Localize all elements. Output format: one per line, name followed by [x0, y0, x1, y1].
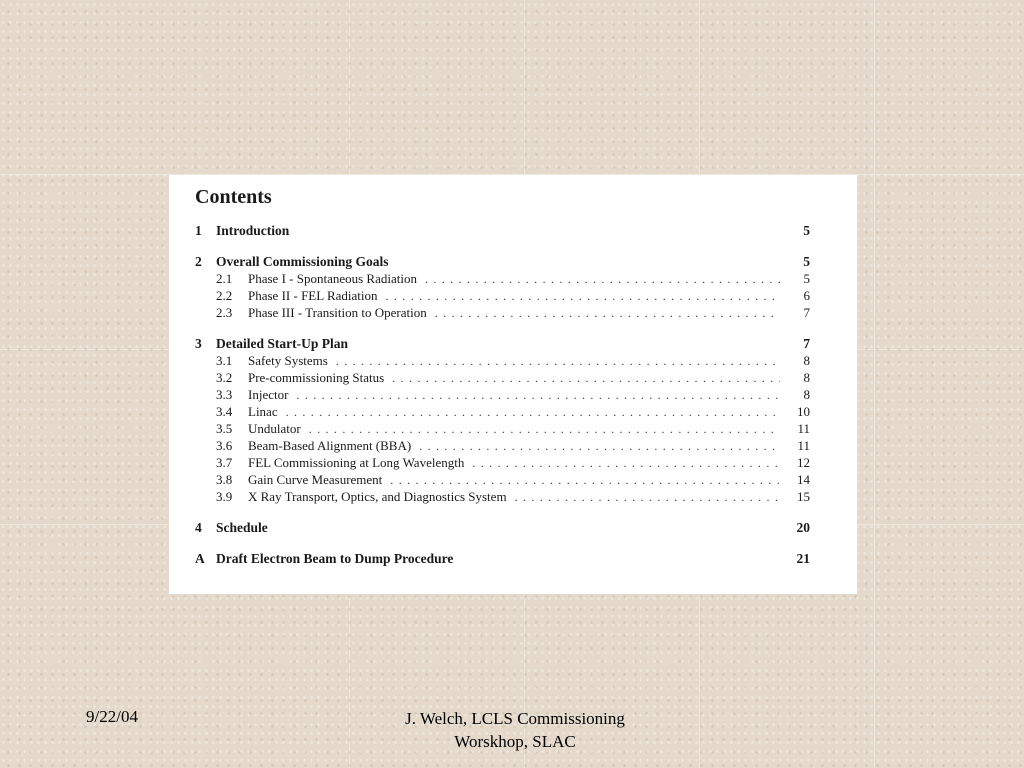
section-number: 2	[195, 254, 202, 269]
subsection-label: X Ray Transport, Optics, and Diagnostics System	[248, 489, 507, 504]
section-page: 21	[796, 551, 810, 566]
section-page: 20	[796, 520, 810, 535]
toc-subsection-3-3	[195, 386, 810, 403]
section-label: Introduction	[216, 223, 290, 238]
subsection-page: 15	[797, 489, 810, 504]
toc-subsection-2-1	[195, 270, 810, 287]
subsection-label: FEL Commissioning at Long Wavelength	[248, 455, 465, 470]
toc-section-2	[195, 253, 810, 270]
dot-leader	[435, 305, 780, 322]
table-of-contents-image	[169, 175, 857, 594]
dot-leader	[425, 271, 780, 288]
section-number: A	[195, 551, 205, 566]
subsection-page: 8	[803, 370, 810, 385]
dot-leader	[515, 489, 780, 506]
subsection-label: Linac	[248, 404, 278, 419]
subsection-number: 3.3	[216, 387, 233, 402]
section-number: 4	[195, 520, 202, 535]
section-label: Schedule	[216, 520, 268, 535]
subsection-page: 11	[797, 438, 810, 453]
subsection-page: 14	[797, 472, 810, 487]
dot-leader	[390, 472, 780, 489]
dot-leader	[309, 421, 780, 438]
subsection-page: 10	[797, 404, 810, 419]
toc-subsection-3-6	[195, 437, 810, 454]
dot-leader	[286, 404, 780, 421]
section-label: Detailed Start-Up Plan	[216, 336, 348, 351]
subsection-label: Phase III - Transition to Operation	[248, 305, 427, 320]
section-page: 7	[803, 336, 810, 351]
subsection-number: 3.1	[216, 353, 233, 368]
dot-leader	[296, 387, 780, 404]
footer-credit-line-1: J. Welch, LCLS Commissioning	[405, 709, 625, 728]
toc-subsection-3-2	[195, 369, 810, 386]
subsection-label: Undulator	[248, 421, 301, 436]
subsection-label: Phase II - FEL Radiation	[248, 288, 378, 303]
subsection-page: 12	[797, 455, 810, 470]
subsection-label: Phase I - Spontaneous Radiation	[248, 271, 417, 286]
subsection-number: 2.1	[216, 271, 233, 286]
subsection-page: 11	[797, 421, 810, 436]
subsection-page: 8	[803, 353, 810, 368]
section-number: 1	[195, 223, 202, 238]
toc-title: Contents	[195, 186, 272, 208]
subsection-label: Injector	[248, 387, 289, 402]
toc-subsection-3-1	[195, 352, 810, 369]
section-page: 5	[803, 223, 810, 238]
subsection-number: 3.8	[216, 472, 233, 487]
section-label: Overall Commissioning Goals	[216, 254, 389, 269]
toc-subsection-3-7	[195, 454, 810, 471]
dot-leader	[392, 370, 780, 387]
subsection-label: Safety Systems	[248, 353, 328, 368]
toc-section-3	[195, 335, 810, 352]
footer-date: 9/22/04	[86, 707, 138, 726]
subsection-page: 6	[803, 288, 810, 303]
subsection-label: Beam-Based Alignment (BBA)	[248, 438, 412, 453]
subsection-number: 2.2	[216, 288, 233, 303]
subsection-page: 7	[803, 305, 810, 320]
section-page: 5	[803, 254, 810, 269]
dot-leader	[419, 438, 780, 455]
toc-subsection-3-5	[195, 420, 810, 437]
subsection-label: Gain Curve Measurement	[248, 472, 383, 487]
section-label: Draft Electron Beam to Dump Procedure	[216, 551, 454, 566]
toc-subsection-3-4	[195, 403, 810, 420]
subsection-number: 3.5	[216, 421, 233, 436]
subsection-number: 3.6	[216, 438, 233, 453]
toc-subsection-2-3	[195, 304, 810, 321]
dot-leader	[472, 455, 780, 472]
subsection-page: 8	[803, 387, 810, 402]
toc-subsection-2-2	[195, 287, 810, 304]
section-number: 3	[195, 336, 202, 351]
footer-credit-line-2: Worskhop, SLAC	[454, 732, 576, 751]
subsection-number: 3.7	[216, 455, 233, 470]
subsection-number: 3.2	[216, 370, 233, 385]
subsection-number: 2.3	[216, 305, 233, 320]
subsection-number: 3.4	[216, 404, 233, 419]
toc-subsection-3-9	[195, 488, 810, 505]
subsection-page: 5	[803, 271, 810, 286]
dot-leader	[336, 353, 780, 370]
toc-section-4	[195, 519, 810, 536]
subsection-label: Pre-commissioning Status	[248, 370, 385, 385]
toc-section-1	[195, 222, 810, 239]
footer-credit	[320, 707, 710, 753]
toc-appendix-a	[195, 550, 810, 567]
subsection-number: 3.9	[216, 489, 233, 504]
dot-leader	[386, 288, 781, 305]
toc-subsection-3-8	[195, 471, 810, 488]
